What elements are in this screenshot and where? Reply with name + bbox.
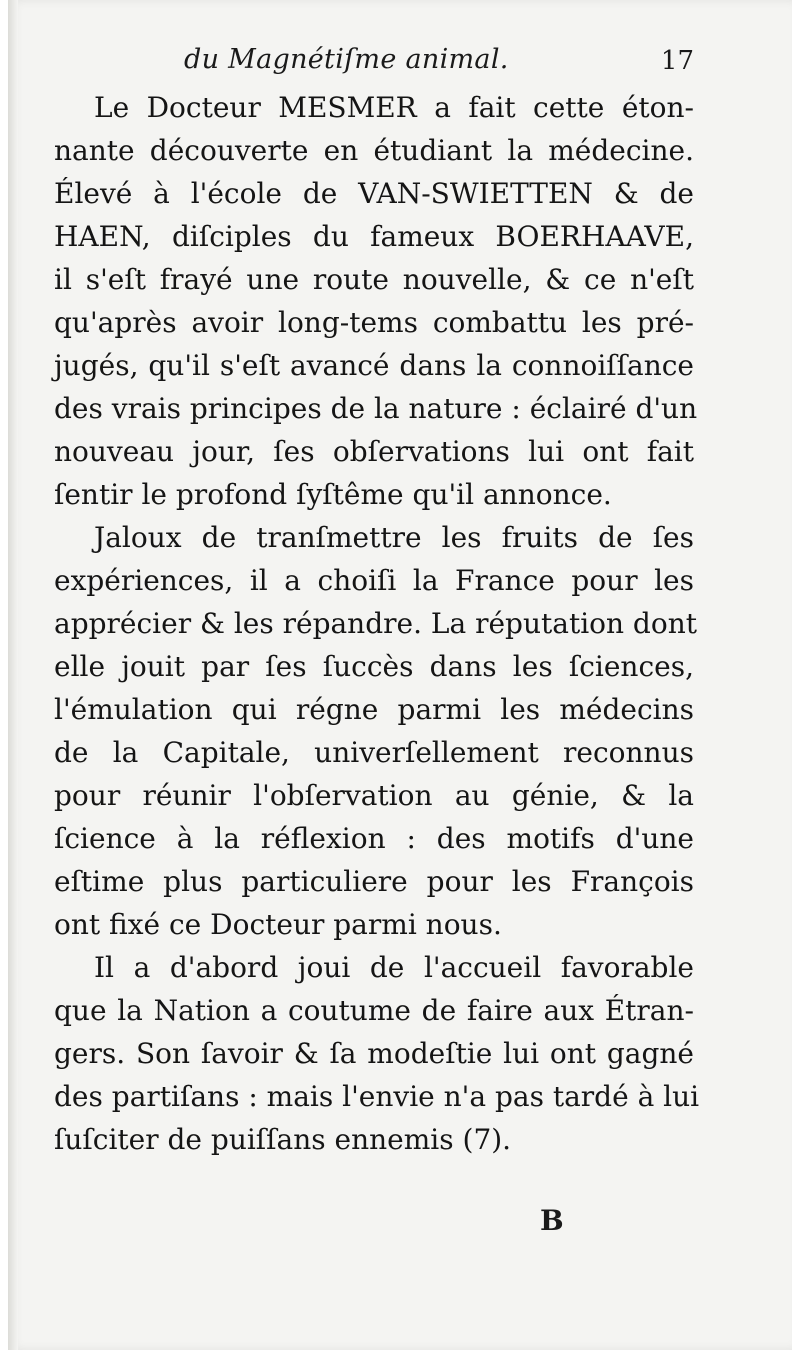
page-number: 17 (660, 46, 694, 76)
text-line: eſtime plus particuliere pour les François (54, 865, 694, 898)
running-title: du Magnétiſme animal. (184, 44, 509, 75)
text-line: il s'eſt frayé une route nouvelle, & ce n'eſt (54, 263, 694, 296)
text-line: l'émulation qui régne parmi les médecins (54, 693, 694, 726)
text-line: nante découverte en étudiant la médecine. (54, 134, 694, 167)
text-line: que la Nation a coutume de faire aux Étran- (54, 994, 694, 1027)
text-line: de la Capitale, univerſellement reconnus (54, 736, 694, 769)
text-line: nouveau jour, ſes obſervations lui ont fait (54, 435, 694, 468)
text-line: elle jouit par ſes ſuccès dans les ſciences, (54, 650, 694, 683)
text-line: ſentir le profond ſyſtême qu'il annonce. (54, 478, 612, 511)
text-line: des vrais principes de la nature : éclairé d'un (54, 392, 698, 425)
text-line: Le Docteur MESMER a fait cette éton- (94, 91, 694, 124)
text-line: apprécier & les répandre. La réputation dont (54, 607, 698, 640)
signature-mark: B (540, 1204, 564, 1237)
running-head (184, 40, 694, 84)
text-line: ont fixé ce Docteur parmi nous. (54, 908, 502, 941)
body-text (54, 86, 700, 1161)
book-page (8, 0, 792, 1350)
text-line: jugés, qu'il s'eſt avancé dans la connoiſſance (54, 349, 694, 382)
text-line: des partiſans : mais l'envie n'a pas tardé à lui (54, 1080, 700, 1113)
text-line: gers. Son ſavoir & ſa modeſtie lui ont gagné (54, 1037, 694, 1070)
text-line: ſcience à la réflexion : des motifs d'une (54, 822, 694, 855)
text-line: expériences, il a choiſi la France pour les (54, 564, 694, 597)
text-line: ſuſciter de puiſſans ennemis (7). (54, 1123, 512, 1156)
text-line: Élevé à l'école de VAN-SWIETTEN & de (54, 177, 694, 210)
text-line: qu'après avoir long-tems combattu les pré- (54, 306, 694, 339)
text-line: HAEN, diſciples du fameux BOERHAAVE, (54, 220, 694, 253)
text-line: Jaloux de tranſmettre les fruits de ſes (94, 521, 694, 554)
text-line: Il a d'abord joui de l'accueil favorable (94, 951, 694, 984)
text-line: pour réunir l'obſervation au génie, & la (54, 779, 694, 812)
page-edge (8, 0, 18, 1350)
